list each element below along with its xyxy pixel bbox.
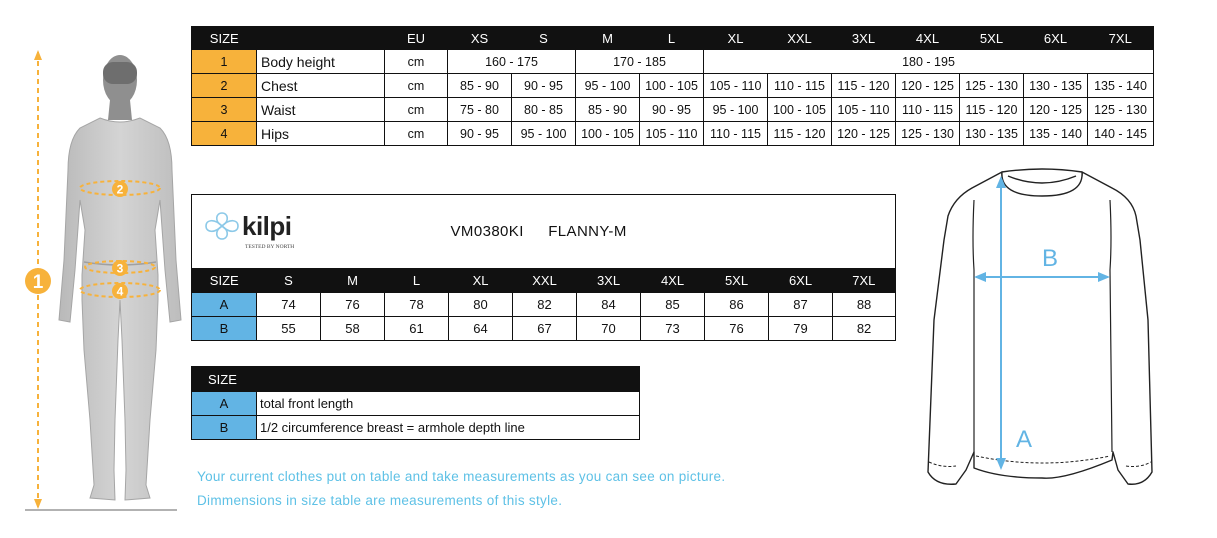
product-size-table <box>191 194 896 341</box>
table-cell: 90 - 95 <box>448 122 512 146</box>
table-cell: 115 - 120 <box>960 98 1024 122</box>
note-line-2: Dimmensions in size table are measurements of this style. <box>197 493 563 508</box>
marker-1 <box>25 268 51 294</box>
table-row <box>192 416 640 440</box>
table-cell: 58 <box>321 317 385 341</box>
table-cell: 74 <box>257 293 321 317</box>
table-cell: 78 <box>385 293 449 317</box>
table-cell: 135 - 140 <box>1024 122 1088 146</box>
header-xxl: XXL <box>513 268 577 293</box>
header-6xl: 6XL <box>1024 27 1088 50</box>
table-cell: 130 - 135 <box>1024 74 1088 98</box>
row-unit: cm <box>385 50 448 74</box>
row-label: B <box>192 317 257 341</box>
measure-b-label: B <box>1041 245 1059 272</box>
header-7xl: 7XL <box>833 268 896 293</box>
table-cell: 86 <box>705 293 769 317</box>
header-m: M <box>576 27 640 50</box>
header-size: SIZE <box>192 27 257 50</box>
table-cell: 140 - 145 <box>1088 122 1154 146</box>
table-row <box>192 50 1154 74</box>
kilpi-logo-icon <box>204 209 240 243</box>
header-4xl: 4XL <box>641 268 705 293</box>
product-name: FLANNY-M <box>548 222 627 240</box>
header-5xl: 5XL <box>705 268 769 293</box>
table-cell: 110 - 115 <box>768 74 832 98</box>
brand-name: kilpi <box>242 211 292 241</box>
body-silhouette <box>59 118 181 500</box>
header-3xl: 3XL <box>577 268 641 293</box>
header-3xl: 3XL <box>832 27 896 50</box>
svg-text:1: 1 <box>32 272 44 293</box>
row-label: Waist <box>257 98 385 122</box>
product-title-cell <box>385 195 896 269</box>
table-cell: 61 <box>385 317 449 341</box>
table-cell: 180 - 195 <box>704 50 1154 74</box>
marker-4 <box>112 283 128 299</box>
table-cell: 100 - 105 <box>640 74 704 98</box>
table-cell: 82 <box>833 317 896 341</box>
table-row <box>192 293 896 317</box>
header-l: L <box>385 268 449 293</box>
product-header-row <box>192 195 896 269</box>
table-cell: 64 <box>449 317 513 341</box>
row-label: A <box>192 293 257 317</box>
row-number: 4 <box>192 122 257 146</box>
table-cell: 120 - 125 <box>832 122 896 146</box>
table-cell: 75 - 80 <box>448 98 512 122</box>
header-l: L <box>640 27 704 50</box>
product-code: VM0380KI <box>450 222 524 240</box>
table-cell: 160 - 175 <box>448 50 576 74</box>
marker-2 <box>112 181 128 197</box>
header-s: S <box>257 268 321 293</box>
row-label: Chest <box>257 74 385 98</box>
body-size-table <box>191 26 1154 146</box>
row-unit: cm <box>385 122 448 146</box>
table-cell: 115 - 120 <box>832 74 896 98</box>
row-unit: cm <box>385 98 448 122</box>
svg-text:4: 4 <box>116 284 124 299</box>
legend-header-row <box>192 367 640 392</box>
row-label: Hips <box>257 122 385 146</box>
table-cell: 90 - 95 <box>512 74 576 98</box>
row-number: 2 <box>192 74 257 98</box>
table-cell: 55 <box>257 317 321 341</box>
table-cell: 90 - 95 <box>640 98 704 122</box>
table-cell: 76 <box>321 293 385 317</box>
header-4xl: 4XL <box>896 27 960 50</box>
table-cell: 125 - 130 <box>1088 98 1154 122</box>
note-line-1: Your current clothes put on table and take measurements as you can see on picture. <box>197 469 726 484</box>
table-cell: 95 - 100 <box>704 98 768 122</box>
table-cell: 120 - 125 <box>896 74 960 98</box>
header-xl: XL <box>449 268 513 293</box>
table-cell: 85 - 90 <box>448 74 512 98</box>
marker-3 <box>112 260 128 276</box>
table-row <box>192 98 1154 122</box>
svg-text:3: 3 <box>116 261 124 276</box>
header-6xl: 6XL <box>769 268 833 293</box>
table-cell: 87 <box>769 293 833 317</box>
product-size-header <box>192 268 896 293</box>
table-row <box>192 122 1154 146</box>
brand-cell <box>192 195 385 269</box>
table-cell: 110 - 115 <box>896 98 960 122</box>
table-row <box>192 74 1154 98</box>
table-cell: 84 <box>577 293 641 317</box>
header-s: S <box>512 27 576 50</box>
header-eu: EU <box>385 27 448 50</box>
table-cell: 95 - 100 <box>576 74 640 98</box>
table-cell: 82 <box>513 293 577 317</box>
row-label: B <box>192 416 257 440</box>
legend-header: SIZE <box>192 367 640 392</box>
header-m: M <box>321 268 385 293</box>
table-cell: 100 - 105 <box>768 98 832 122</box>
table-cell: 67 <box>513 317 577 341</box>
row-number: 1 <box>192 50 257 74</box>
table-cell: 88 <box>833 293 896 317</box>
shirt-diagram <box>915 160 1165 500</box>
table-cell: 125 - 130 <box>896 122 960 146</box>
measure-a-label: A <box>1015 426 1033 453</box>
header-blank <box>257 27 385 50</box>
header-7xl: 7XL <box>1088 27 1154 50</box>
table-cell: 73 <box>641 317 705 341</box>
legend-description: total front length <box>257 392 640 416</box>
table-cell: 170 - 185 <box>576 50 704 74</box>
table-cell: 105 - 110 <box>832 98 896 122</box>
row-unit: cm <box>385 74 448 98</box>
header-size: SIZE <box>192 268 257 293</box>
svg-text:2: 2 <box>116 182 124 197</box>
header-xl: XL <box>704 27 768 50</box>
table-cell: 125 - 130 <box>960 74 1024 98</box>
table-cell: 105 - 110 <box>704 74 768 98</box>
table-cell: 76 <box>705 317 769 341</box>
legend-table <box>191 366 640 440</box>
table-cell: 120 - 125 <box>1024 98 1088 122</box>
table-row <box>192 392 640 416</box>
table-cell: 100 - 105 <box>576 122 640 146</box>
row-label: Body height <box>257 50 385 74</box>
row-label: A <box>192 392 257 416</box>
header-xxl: XXL <box>768 27 832 50</box>
table-cell: 80 - 85 <box>512 98 576 122</box>
table-cell: 110 - 115 <box>704 122 768 146</box>
body-figure <box>15 40 190 520</box>
brand-tagline: TESTED BY NORTH <box>245 244 295 250</box>
table-cell: 130 - 135 <box>960 122 1024 146</box>
table-cell: 95 - 100 <box>512 122 576 146</box>
table-row <box>192 317 896 341</box>
header-xs: XS <box>448 27 512 50</box>
shirt-body <box>928 172 1152 484</box>
table-cell: 85 - 90 <box>576 98 640 122</box>
table-cell: 85 <box>641 293 705 317</box>
table-cell: 70 <box>577 317 641 341</box>
table-cell: 115 - 120 <box>768 122 832 146</box>
size-header-row <box>192 27 1154 50</box>
row-number: 3 <box>192 98 257 122</box>
table-cell: 135 - 140 <box>1088 74 1154 98</box>
table-cell: 105 - 110 <box>640 122 704 146</box>
header-5xl: 5XL <box>960 27 1024 50</box>
table-cell: 80 <box>449 293 513 317</box>
legend-description: 1/2 circumference breast = armhole depth line <box>257 416 640 440</box>
table-cell: 79 <box>769 317 833 341</box>
